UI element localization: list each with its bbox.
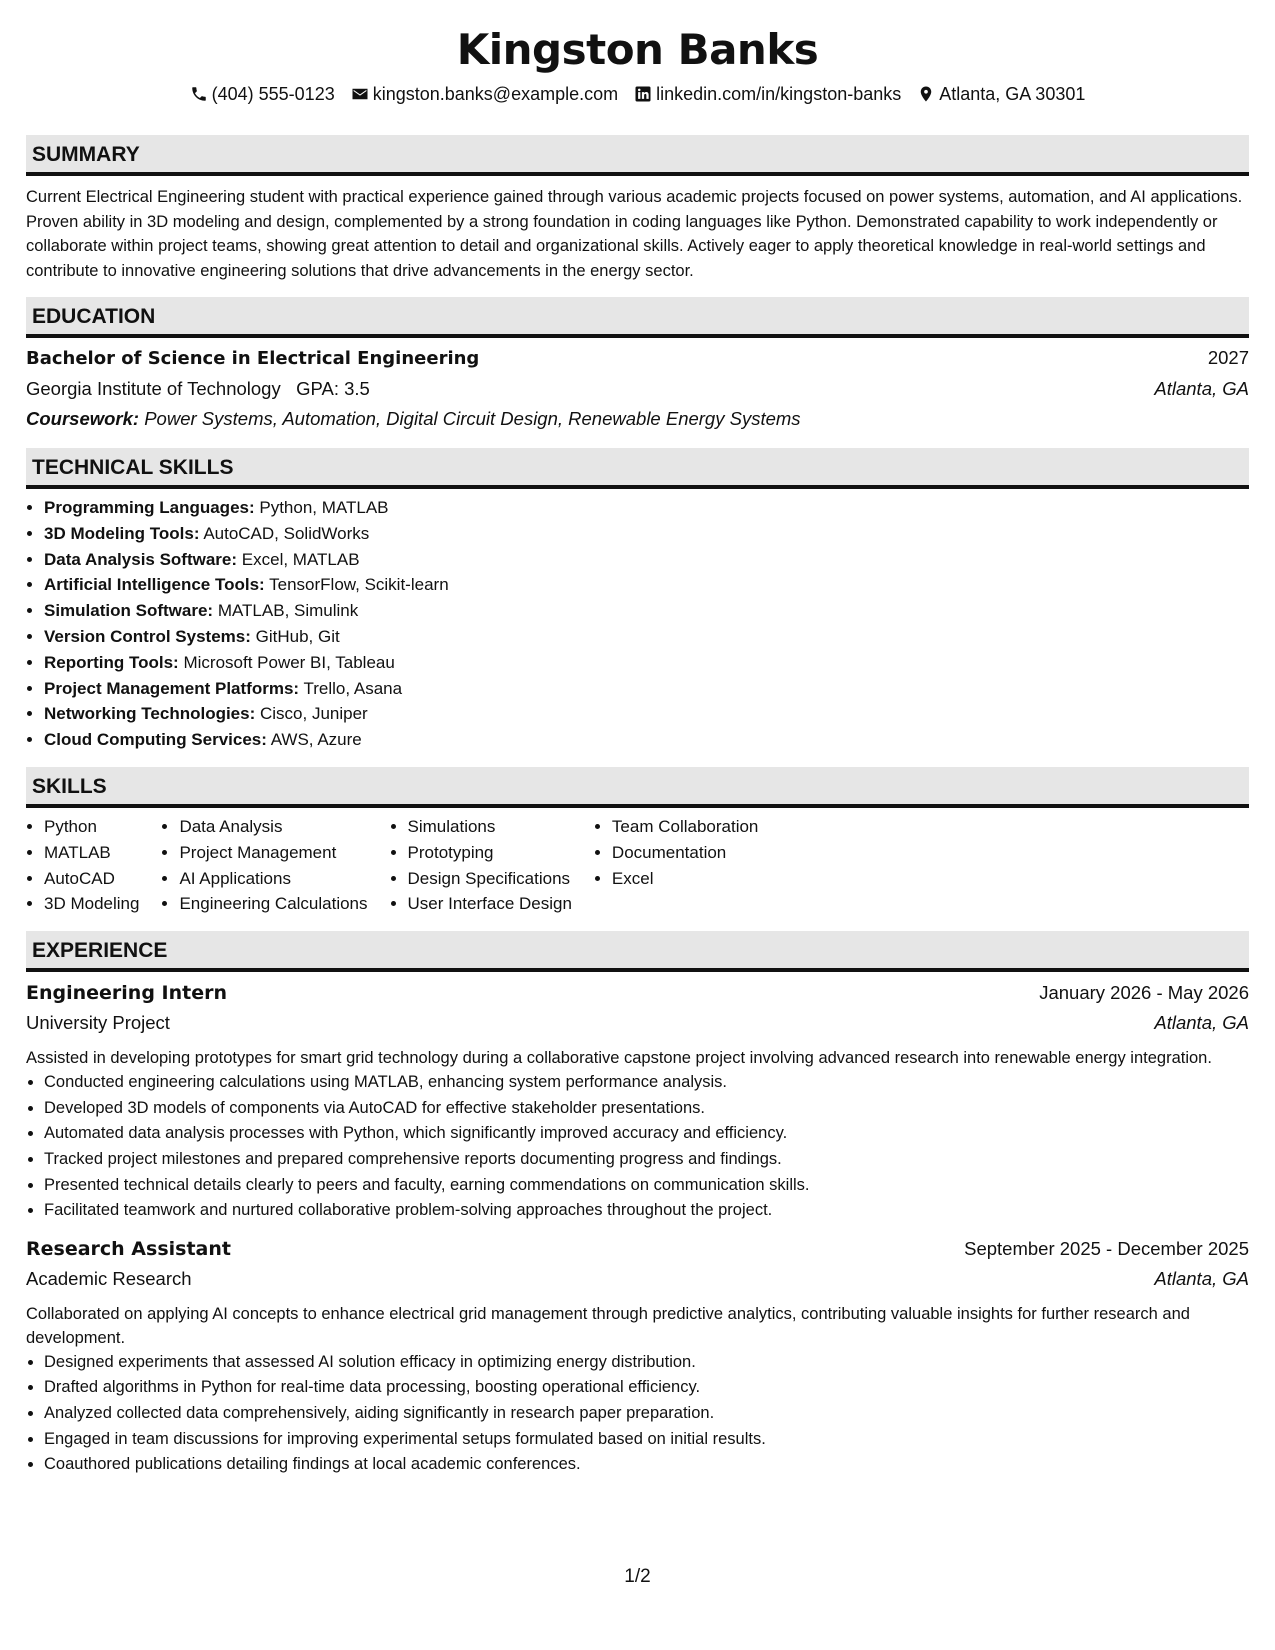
skill-label: Programming Languages: [44, 498, 255, 517]
skill-label: Artificial Intelligence Tools: [44, 575, 265, 595]
list-item [44, 650, 1249, 676]
skill-label: Data Analysis Software: [44, 549, 238, 569]
summary-text: Current Electrical Engineering student with practical experience gained through various academic projects focused on power systems, automation, and AI applications. Proven ability in 3D modeling and design, complemented by a strong foundation in coding languages like Python. Demonstrated capability to work independently or collaborate within project teams, showing great attention to detail and organizational skills. Actively eager to apply theoretical knowledge in real-world settings and contribute to innovative engineering solutions that drive advancements in the energy sector. [26, 188, 1243, 280]
skill-value: AWS, Azure [270, 730, 362, 750]
candidate-name: Kingston Banks [456, 25, 819, 74]
list-item: • Prototyping [408, 840, 572, 866]
job-bullets [26, 1350, 1249, 1478]
envelope-icon [351, 85, 369, 103]
location-text: Atlanta, GA 30301 [939, 84, 1086, 104]
job-description: Collaborated on applying AI concepts to enhance electrical grid management through predictive analytics, contributing valuable insights for further research and development. [26, 1304, 1190, 1347]
job-dates: January 2026 - May 2026 [1039, 982, 1249, 1004]
job-dates: September 2025 - December 2025 [964, 1237, 1249, 1259]
list-item: • Facilitated teamwork and nurtured collaborative problem-solving approaches throughout the project. [44, 1198, 1249, 1224]
job-location: Atlanta, GA [1154, 1012, 1249, 1034]
contact-email[interactable] [351, 82, 618, 106]
list-item: • Drafted algorithms in Python for real-time data processing, boosting operational efficiency. [44, 1375, 1249, 1401]
degree-title: Bachelor of Science in Electrical Engineering [26, 348, 480, 369]
summary-section [26, 135, 1249, 283]
skill-label: Version Control Systems: [44, 626, 251, 646]
section-title-technical-skills: TECHNICAL SKILLS [26, 448, 1249, 489]
list-item [44, 727, 1249, 753]
map-pin-icon [917, 85, 935, 103]
list-item: • Engineering Calculations [179, 891, 367, 917]
list-item [44, 572, 1249, 598]
gpa: GPA: 3.5 [296, 378, 370, 399]
coursework-list: Power Systems, Automation, Digital Circuit Design, Renewable Energy Systems [144, 408, 801, 429]
experience-section [26, 931, 1249, 1478]
linkedin-text: linkedin.com/in/kingston-banks [656, 84, 902, 104]
list-item [44, 701, 1249, 727]
list-item [44, 547, 1249, 573]
skills-column [26, 814, 139, 917]
graduation-year: 2027 [1207, 347, 1249, 368]
list-item [44, 495, 1249, 521]
skill-label: Simulation Software: [44, 601, 214, 621]
technical-skills-section [26, 448, 1249, 753]
list-item: • Data Analysis [179, 814, 367, 840]
list-item: • AI Applications [179, 866, 367, 892]
section-title-experience: EXPERIENCE [26, 931, 1249, 972]
job-title: Research Assistant [26, 1237, 231, 1260]
list-item: • Simulations [408, 814, 572, 840]
school-name: Georgia Institute of Technology [26, 378, 281, 399]
list-item: • Developed 3D models of components via AutoCAD for effective stakeholder presentations. [44, 1096, 1249, 1122]
job-title: Engineering Intern [26, 982, 228, 1005]
job-location: Atlanta, GA [1154, 1267, 1249, 1289]
skill-label: Networking Technologies: [44, 704, 256, 724]
page-number: 1/2 [624, 1566, 651, 1587]
skills-column [390, 814, 572, 917]
skills-column [594, 814, 758, 917]
list-item [44, 598, 1249, 624]
skills-column [161, 814, 367, 917]
skill-value: AutoCAD, SolidWorks [203, 523, 370, 543]
skill-label: Cloud Computing Services: [44, 730, 267, 750]
coursework-line [26, 404, 1249, 434]
list-item: • Team Collaboration [612, 814, 758, 840]
education-section [26, 297, 1249, 434]
section-title-skills: SKILLS [26, 767, 1249, 808]
list-item: • Automated data analysis processes with Python, which significantly improved accuracy and efficiency. [44, 1121, 1249, 1147]
skill-value: MATLAB, Simulink [217, 601, 359, 621]
list-item [44, 521, 1249, 547]
skill-value: Excel, MATLAB [241, 549, 360, 569]
list-item: • 3D Modeling [44, 891, 139, 917]
list-item: • User Interface Design [408, 891, 572, 917]
coursework-label: Coursework: [26, 408, 140, 429]
list-item: • Conducted engineering calculations using MATLAB, enhancing system performance analysis. [44, 1070, 1249, 1096]
contact-location [917, 82, 1085, 106]
list-item: • Python [44, 814, 139, 840]
contact-phone[interactable] [190, 82, 335, 106]
list-item [44, 676, 1249, 702]
list-item [44, 624, 1249, 650]
phone-icon [190, 85, 208, 103]
list-item: • Engaged in team discussions for improving experimental setups formulated based on initial results. [44, 1427, 1249, 1453]
job-entry [26, 978, 1249, 1224]
email-text: kingston.banks@example.com [372, 84, 619, 104]
job-description: Assisted in developing prototypes for smart grid technology during a collaborative capstone project involving advanced research into renewable energy integration. [26, 1049, 1212, 1068]
technical-skills-list [26, 495, 1249, 753]
phone-text: (404) 555-0123 [211, 84, 335, 104]
skill-value: GitHub, Git [255, 626, 340, 646]
list-item: • AutoCAD [44, 866, 139, 892]
skills-section [26, 767, 1249, 917]
skill-value: Microsoft Power BI, Tableau [183, 652, 395, 672]
list-item: • Excel [612, 866, 758, 892]
list-item: • Project Management [179, 840, 367, 866]
linkedin-icon [634, 85, 652, 103]
job-bullets [26, 1070, 1249, 1224]
list-item: • Coauthored publications detailing findings at local academic conferences. [44, 1452, 1249, 1478]
skill-label: Project Management Platforms: [44, 678, 300, 698]
skill-value: Python, MATLAB [259, 498, 389, 517]
job-entry [26, 1234, 1249, 1478]
list-item: • Tracked project milestones and prepared comprehensive reports documenting progress and findings. [44, 1147, 1249, 1173]
list-item: • MATLAB [44, 840, 139, 866]
job-org: University Project [26, 1012, 170, 1034]
school-location: Atlanta, GA [1154, 378, 1249, 399]
section-title-summary: SUMMARY [26, 135, 1249, 176]
list-item: • Design Specifications [408, 866, 572, 892]
section-title-education: EDUCATION [26, 297, 1249, 338]
skill-label: 3D Modeling Tools: [44, 523, 200, 543]
job-org: Academic Research [26, 1267, 192, 1289]
skill-value: Trello, Asana [303, 678, 403, 698]
skill-value: Cisco, Juniper [260, 704, 368, 724]
list-item: • Designed experiments that assessed AI solution efficacy in optimizing energy distribution. [44, 1350, 1249, 1376]
contact-linkedin[interactable] [634, 82, 901, 106]
contact-bar [26, 82, 1249, 106]
list-item: • Documentation [612, 840, 758, 866]
skill-value: TensorFlow, Scikit-learn [269, 575, 449, 595]
skills-grid [26, 814, 1249, 917]
education-entry [26, 343, 1249, 434]
skill-label: Reporting Tools: [44, 652, 179, 672]
list-item: • Analyzed collected data comprehensively, aiding significantly in research paper preparation. [44, 1401, 1249, 1427]
list-item: • Presented technical details clearly to peers and faculty, earning commendations on communication skills. [44, 1173, 1249, 1199]
